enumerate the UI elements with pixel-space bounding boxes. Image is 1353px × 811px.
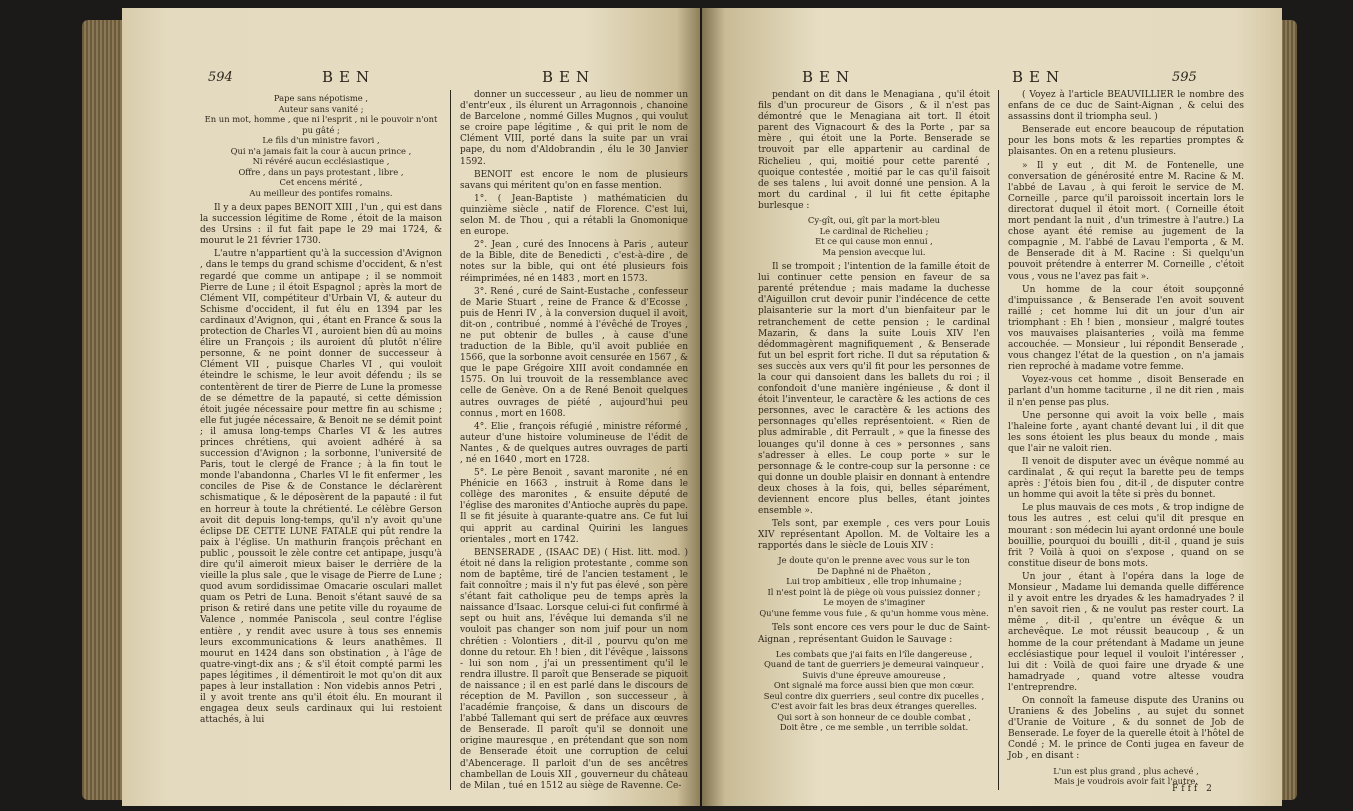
poem-line: Seul contre dix guerriers , seul contre dix pucelles , — [763, 690, 985, 701]
printer-signature: Ffff 2 — [1172, 784, 1215, 794]
paragraph: 3°. René , curé de Saint-Eustache , confesseur de Marie Stuart , reine de France & d'Ecosse , puis de Henri IV , à la conversion duquel il avoit, dit-on , contribué , nommé à l'évêché de Troyes , ne put obtenir de bulles , à cause d'une traduction de la Bible, qu'il avoit publiée en 1566, que la sorbonne avoit censurée en 1567 , & que le pape Grégoire XIII avoit condamnée en 1575. On lui trouvoit de la ressemblance avec celle de Genève. On a de René Benoit quelques autres ouvrages de piété , aujourd'hui peu connus , mort en 1608. — [460, 286, 688, 419]
open-book — [82, 8, 1297, 806]
paragraph: Tels sont encore ces vers pour le duc de Saint-Aignan , représentant Guidon le Sauvage : — [758, 623, 990, 645]
poem-line: Et ce qui cause mon ennui , — [815, 236, 933, 247]
paragraph: Voyez-vous cet homme , disoit Benserade en parlant d'un homme taciturne , il ne dit rien , mais il n'en pense pas plus. — [1008, 375, 1244, 408]
right-page-number: 595 — [1172, 70, 1197, 85]
paragraph: Benserade eut encore beaucoup de réputation pour les bons mots & les reparties promptes & plaisantes. On en a retenu plusieurs. — [1008, 125, 1244, 158]
poem-line: Ma pension avecque lui. — [822, 246, 926, 257]
paragraph: pendant on dit dans le Menagiana , qu'il étoit fils d'un procureur de Gisors , & il n'est pas démontré que le Menagiana ait tort. Il étoit parent des Vignacourt & des la Porte , par sa mère , qui étoit une la Porte. Benserade se trouvoit par elle appartenir au cardinal de Richelieu , qui, moitié pour cette parenté , quoique contestée , moitié par le cas qu'il faisoit de ses talens , lui avoit donné une pension. A la mort du cardinal , il lui fit cette épitaphe burlesque : — [758, 90, 990, 211]
poem-line: L'un est plus grand , plus achevé , — [1053, 765, 1199, 776]
left-running-head-2: BEN — [542, 68, 596, 86]
paragraph: 2°. Jean , curé des Innocens à Paris , auteur de la Bible, dite de Benedicti , c'est-à-dire , de notes sur la bible, qui ont été plusieurs fois réimprimées, né en 1483 , mort en 1573. — [460, 240, 688, 284]
left-column-1 — [200, 90, 442, 728]
poem-line: De Daphné ni de Phaëton , — [817, 565, 931, 576]
paragraph: Il y a deux papes BENOIT XIII , l'un , qui est dans la succession légitime de Rome , étoit de la maison des Ursins : il fut fait pape le 29 mai 1724, & mourut le 21 février 1730. — [200, 203, 442, 247]
guidon-poem — [758, 649, 990, 733]
poem-line: Le fils d'un ministre favori , — [262, 135, 380, 145]
left-poem-top — [200, 93, 442, 198]
column-rule-left — [450, 90, 451, 790]
right-column-2 — [1008, 90, 1244, 792]
paragraph: 1°. ( Jean-Baptiste ) mathématicien du quinzième siècle , natif de Florence. C'est lui, selon M. de Thou , qui a rétabli la Gnomonique en europe. — [460, 193, 688, 238]
epitaph-poem — [758, 215, 990, 257]
left-page-number: 594 — [208, 70, 233, 85]
paragraph: On connoît la fameuse dispute des Uranins ou Uraniens & des Jobelins , au sujet du sonnet d'Uranie de Voiture , & du sonnet de Job de Benserade. Le foyer de la querelle étoit à l'hôtel de Condé ; M. le prince de Conti jugea en faveur de Job , en disant : — [1008, 695, 1244, 762]
paragraph: Il venoit de disputer avec un évêque nommé au cardinalat , & qui reçut la barette peu de temps après : J'étois bien fou , dit-il , de disputer contre un homme qui avoit la tête si près du bonnet. — [1008, 457, 1244, 501]
poem-line: Quand de tant de guerriers je demeurai vainqueur , — [763, 659, 985, 670]
poem-line: Qui n'a jamais fait la cour à aucun prince , — [230, 145, 412, 156]
paragraph: » Il y eut , dit M. de Fontenelle, une conversation de générosité entre M. Racine & M. l'abbé de Lavau , à qui feroit le service de M. Corneille , parce qu'il paroissoit incertain lors le directorat duquel il étoit mort. ( Corneille étoit mort pendant la nuit , d'un trimestre à l'autre.) La chose ayant été remise au jugement de la compagnie , M. l'abbé de Lavau l'emporta , & M. de Benserade dit à M. Racine : Si quelqu'un pouvoit prétendre à enterrer M. Corneille , c'étoit vous , vous ne l'avez pas fait ». — [1008, 160, 1244, 282]
paragraph: 4°. Elie , françois réfugié , ministre réformé , auteur d'une histoire volumineuse de l'édit de Nantes , & de quelques autres ouvrages de parti , né en 1640 , mort en 1728. — [460, 421, 688, 465]
poem-line: Mais je voudrois avoir fait l'autre. — [1054, 776, 1198, 787]
poem-line: Le cardinal de Richelieu ; — [819, 225, 929, 236]
poem-line: Lui trop ambitieux , elle trop inhumaine ; — [786, 576, 962, 587]
poem-line: Qu'une femme vous fuie , & qu'un homme vous mène. — [759, 607, 989, 618]
apollon-poem — [758, 555, 990, 618]
right-running-head-1: BEN — [802, 68, 856, 86]
paragraph: ( Voyez à l'article BEAUVILLIER le nombre des enfans de ce duc de Saint-Aignan , & celui des assassins dont il triompha seul. ) — [1008, 90, 1244, 123]
poem-line: Je doute qu'on le prenne avec vous sur le ton — [778, 555, 970, 566]
poem-line: Ni révéré aucun ecclésiastique , — [252, 156, 390, 166]
poem-line: Au meilleur des pontifes romains. — [249, 187, 393, 198]
poem-line: Cet encens mérité , — [279, 177, 363, 187]
paragraph: Le plus mauvais de ces mots , & trop indigne de tous les autres , est celui qu'il dit presque en mourant : son médecin lui ayant ordonné une boule bouillie, pourquoi du bouilli , dit-il , quand je suis frit ? Voilà à quoi on s'expose , quand on se constitue diseur de bons mots. — [1008, 503, 1244, 569]
paragraph: BENOIT est encore le nom de plusieurs savans qui méritent qu'on en fasse mention. — [460, 169, 688, 191]
column-rule-right — [998, 90, 999, 790]
book-edge-left — [82, 20, 126, 800]
paragraph: Un homme de la cour étoit soupçonné d'impuissance , & Benserade l'en avoit souvent raillé ; cet homme lui dit un jour d'un air triomphant : Eh ! bien , monsieur , malgré toutes vos mauvaises plaisanteries , voilà ma femme accouchée. — Monsieur , lui répondit Benserade , vous changez l'état de la question , on n'a jamais rien reproché à madame votre femme. — [1008, 284, 1244, 373]
left-running-head-1: BEN — [322, 68, 376, 86]
paragraph: L'autre n'appartient qu'à la succession d'Avignon , dans le temps du grand schisme d'occident, & n'est regardé que comme un antipape ; il se nommoit Pierre de Lune ; il étoit Espagnol ; après la mort de Clément VII, compétiteur d'Urbain VI, & auteur du Schisme d'occident, il fut élu en 1394 par les cardinaux d'Avignon, qui , étant en France & sous la protection de Charles VI , auroient bien dû au moins élire un François ; ils auroient dû plutôt n'élire personne, & ne point donner de successeur à Clément VII , puisque Charles VI , qui vouloit éteindre le schisme, le leur avoit défendu ; ils se contentèrent de tirer de Pierre de Lune la promesse de se démettre de la papauté, si cette démission étoit jugée nécessaire pour mettre fin au schisme ; elle fut jugée nécessaire, & Benoit ne se démit point ; il amusa long-temps Charles VI & les autres princes chrétiens, qui avoient adhéré à sa succession d'Avignon ; la sorbonne, l'université de Paris, tout le clergé de France ; à la fin tout le monde l'abandonna , Charles VI le fit enfermer , les conciles de Pise & de Constance le déclarèrent schismatique , & le déposèrent de la papauté : il fut en horreur à toute la chrétienté. Le célèbre Gerson avoit dit depuis long-temps, qu'il n'y avoit qu'une éclipse DE CETTE LUNE FATALE qui pût rendre la paix à l'église. Un mathurin françois prêchant en public , poussoit le zèle contre cet antipape, jusqu'à dire qu'il aimeroit mieux baiser le derrière de la vieille la plus sale , que le visage de Pierre de Lune ; quod avum sordidissimae Omacarie osculari mallet quam os Petri de Luna. Benoit s'étant sauvé de sa prison & retiré dans une petite ville du royaume de Valence , nommée Paniscola , seul contre l'église entière , y rendit avec usure à tous ses ennemis leurs excommunications & leurs anathêmes. Il mourut en 1424 dans son obstination , à l'âge de quatre-vingt-dix ans ; & s'il étoit compté parmi les papes légitimes , il démentiroit le mot qu'on dit aux papes à leur installation : Non videbis annos Petri , il y avoit trente ans qu'il étoit élu. En mourant il engagea deux seuls cardinaux qui lui restoient attachés, à lui — [200, 249, 442, 726]
paragraph: BENSERADE , (ISAAC DE) ( Hist. litt. mod. ) étoit né dans la religion protestante , comme son nom de baptême, tiré de l'ancien testament , le fait connoître ; mais il n'y fut pas élevé , son père s'étant fait catholique peu de temps après la naissance d'Isaac. Lorsque celui-ci fut confirmé à sept ou huit ans, l'évêque lui demanda s'il ne vouloit pas changer son nom juif pour un nom chrétien : Volontiers , dit-il , pourvu qu'on me donne du retour. Eh ! bien , dit l'évêque , laissons - lui son nom , j'ai un pressentiment qu'il le rendra illustre. Il paroît que Benserade se piquoit de naissance ; il en est parlé dans le discours de réception de M. Pavillon , son successeur , à l'académie françoise, & dans un discours de l'abbé Tallemant qui sert de préface aux œuvres de Benserade. Il paroît qu'il se donnoit une origine mauresque , en prétendant que son nom de Benserade étoit une corruption de celui d'Abencerage. Il parloit d'un de ses ancêtres chambellan de Louis XII , gouverneur du château de Milan , tué en 1512 au siège de Ravenne. Ce- — [460, 547, 688, 791]
paragraph: Un jour , étant à l'opéra dans la loge de Monsieur , Madame lui demanda quelle différence il y avoit entre les dryades & les hamadryades ? il n'en savoit rien , & ne voulut pas rester court. La même , dit-il , qu'entre un évêque & un archevêque. Le mot réussit beaucoup , & un homme de la cour prétendant à Madame un jeune ecclésiastique pour lequel il vouloit l'intéresser , lui dit : Voilà de quoi faire une dryade & une hamadryade , quand votre altesse voudra l'entreprendre. — [1008, 571, 1244, 693]
poem-line: Pape sans népotisme , — [273, 93, 369, 103]
paragraph: 5°. Le père Benoit , savant maronite , né en Phénicie en 1663 , instruit à Rome dans le collège des maronites , & ensuite député de l'église des maronites d'Antioche auprès du pape. Il se fit jésuite à quarante-quatre ans. Ce fut lui qui apprit au cardinal Quirini les langues orientales , mort en 1742. — [460, 468, 688, 545]
poem-line: Le moyen de s'imaginer — [823, 597, 925, 608]
poem-line: Qui sort à son honneur de ce double combat , — [777, 711, 971, 722]
poem-line: Offre , dans un pays protestant , libre , — [238, 166, 404, 177]
poem-line: En un mot, homme , que ni l'esprit , ni le pouvoir n'ont pu gâté ; — [204, 114, 438, 135]
poem-line: Les combats que j'ai faits en l'île dangereuse , — [775, 648, 973, 659]
paragraph: Tels sont, par exemple , ces vers pour Louis XIV représentant Apollon. M. de Voltaire les a rapportés dans le siècle de Louis XIV : — [758, 519, 990, 552]
left-page — [122, 8, 700, 806]
left-column-2 — [460, 90, 688, 794]
right-column-1 — [758, 90, 990, 738]
poem-line: Ont signalé ma force aussi bien que mon cœur. — [773, 680, 975, 691]
poem-line: Auteur sans vanité ; — [278, 103, 364, 114]
poem-line: Cy-gît, oui, gît par la mort-bleu — [807, 215, 941, 226]
right-running-head-2: BEN — [1012, 68, 1066, 86]
paragraph: Une personne qui avoit la voix belle , mais l'haleine forte , ayant chanté devant lui , il dit que les sons étoient les plus beaux du monde , mais que l'air ne valoit rien. — [1008, 410, 1244, 454]
right-page — [702, 8, 1282, 806]
poem-line: Il n'est point là de piège où vous puissiez donner ; — [767, 586, 981, 597]
paragraph: donner un successeur , au lieu de nommer un d'entr'eux , ils élurent un Arragonnois , chanoine de Barcelone , nommé Gilles Mugnos , qui voulut se croire pape légitime , & qui prit le nom de Clément VIII, porté dans la suite par un vrai pape, du nom d'Aldobrandin , élu le 30 Janvier 1592. — [460, 90, 688, 167]
poem-line: C'est avoir fait les bras deux étranges querelles. — [771, 701, 977, 712]
paragraph: Il se trompoit ; l'intention de la famille étoit de lui continuer cette pension en faveur de sa parenté prétendue ; mais madame la duchesse d'Aiguillon crut devoir punir l'indécence de cette plaisanterie sur la mort d'un bienfaiteur par le retranchement de cette pension ; le cardinal Mazarin, & dans la suite Louis XIV l'en dédommagèrent magnifiquement , & Benserade fut un bel esprit fort riche. Il dut sa réputation & ses succès aux vers qu'il fit pour les personnes de la cour qui dansoient dans les ballets du roi ; il confondoit d'une manière ingénieuse , & dont il étoit l'inventeur, le caractère & les actions de ces personnes, avec le caractère & les actions des personnages qu'elles représentoient. « Rien de plus admirable , dit Perrault , » que la finesse des louanges qu'il donne à ces » personnes , sans s'adresser à elles. Le coup porte » sur le personnage & le contre-coup sur la personne : ce qui donne un double plaisir en donnant à entendre deux choses à la fois, qui, belles séparément, deviennent encore plus belles, étant jointes ensemble ». — [758, 262, 990, 517]
poem-line: Suivis d'une épreuve amoureuse , — [802, 669, 946, 680]
poem-line: Doit être , ce me semble , un terrible soldat. — [779, 722, 969, 733]
